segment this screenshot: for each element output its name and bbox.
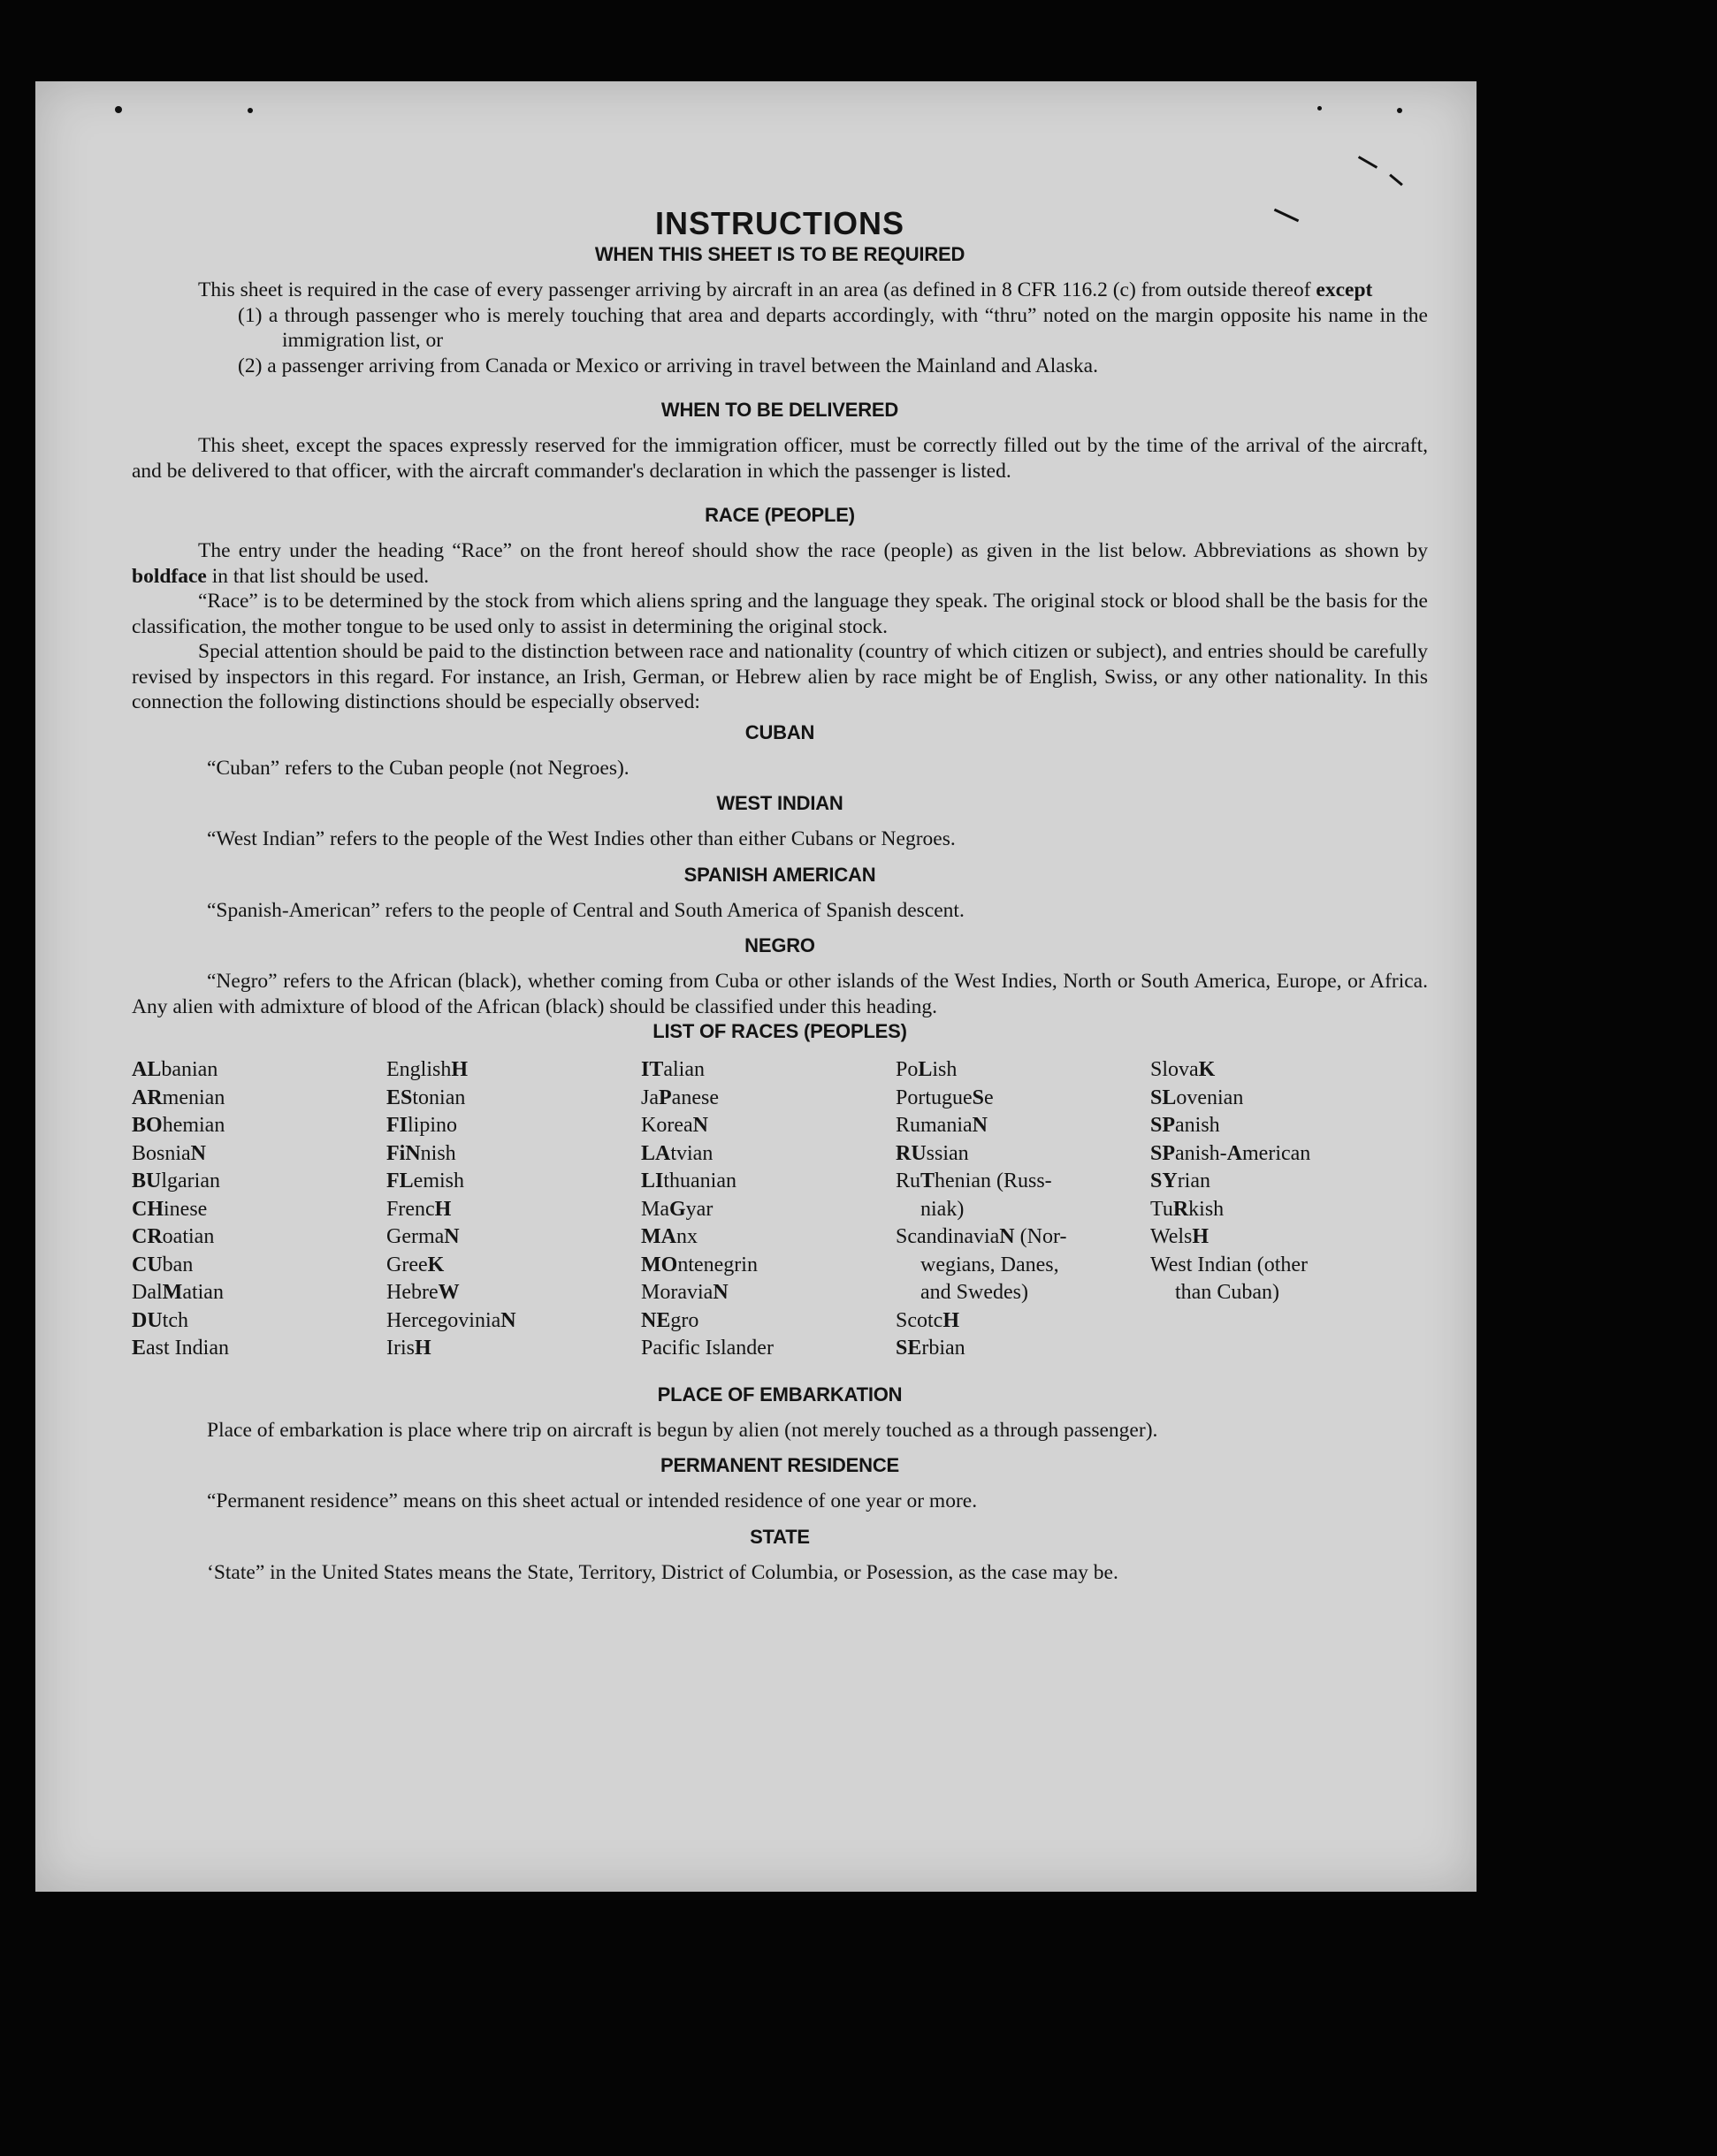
race-entry: SLovenian <box>1150 1086 1244 1109</box>
heading-residence: PERMANENT RESIDENCE <box>660 1454 899 1476</box>
race-entry: EnglishH <box>386 1058 469 1081</box>
race-entry: RuThenian (Russ- <box>896 1169 1052 1192</box>
required-item-2: (2) a passenger arriving from Canada or Mexico or arriving in travel between the Mainland and Alaska. <box>238 354 1098 377</box>
race-entry: FiNnish <box>386 1141 456 1165</box>
race-entry: HercegoviniaN <box>386 1308 516 1332</box>
race-entry: IrisH <box>386 1337 431 1360</box>
west-indian-text: “West Indian” refers to the people of the West Indies other than either Cubans or Negroes. <box>207 827 956 850</box>
race-entry: Pacific Islander <box>641 1337 774 1360</box>
race-entry: RUssian <box>896 1141 969 1165</box>
race-entry: ScandinaviaN (Nor- <box>896 1225 1067 1248</box>
heading-list-of-races: LIST OF RACES (PEOPLES) <box>652 1020 907 1042</box>
heading-cuban: CUBAN <box>744 720 815 743</box>
race-entry: MAnx <box>641 1225 698 1248</box>
race-entry: BOhemian <box>132 1114 225 1137</box>
race-entry-continued: than Cuban) <box>1175 1281 1279 1304</box>
scan-speck <box>1397 108 1402 113</box>
race-entry: PoLish <box>896 1058 958 1081</box>
race-entry: HebreW <box>386 1281 460 1304</box>
race-entry: West Indian (other <box>1150 1253 1309 1276</box>
races-column <box>1150 1056 1405 1363</box>
heading-race: RACE (PEOPLE) <box>705 504 855 526</box>
heading-negro: NEGRO <box>744 934 815 956</box>
race-entry: RumaniaN <box>896 1114 988 1137</box>
race-entry: SYrian <box>1150 1169 1210 1192</box>
delivered-text: This sheet, except the spaces expressly reserved for the immigration officer, must be correctly filled out by the time of the arrival of the aircraft, and be delivered to that officer, with the aircraft commander's declaration in which the passenger is listed. <box>132 434 1428 483</box>
scan-mark <box>1358 156 1377 169</box>
scan-speck <box>1317 106 1322 110</box>
residence-text: “Permanent residence” means on this sheet actual or intended residence of one year or more. <box>207 1489 978 1512</box>
race-entry: DUtch <box>132 1308 188 1332</box>
race-entry: FrencH <box>386 1197 452 1221</box>
required-intro: This sheet is required in the case of every passenger arriving by aircraft in an area (as defined in 8 CFR 116.2 (c) from outside thereof except <box>198 278 1373 301</box>
scan-mark <box>1389 174 1403 187</box>
race-entry: LIthuanian <box>641 1169 736 1192</box>
race-entry: GermaN <box>386 1225 460 1248</box>
race-entry: WelsH <box>1150 1225 1210 1248</box>
heading-spanish-american: SPANISH AMERICAN <box>683 863 876 886</box>
required-item-1: (1) a through passenger who is merely touching that area and departs accordingly, with “thru” noted on the margin opposite his name in the immigration list, or <box>238 303 1428 352</box>
race-entry: PortugueSe <box>896 1086 994 1109</box>
race-entry: FLemish <box>386 1169 464 1192</box>
race-entry-continued: and Swedes) <box>920 1281 1028 1304</box>
race-entry: ScotcH <box>896 1308 959 1332</box>
cuban-text: “Cuban” refers to the Cuban people (not Negroes). <box>207 756 630 780</box>
races-list <box>132 1056 1428 1363</box>
race-entry: NEgro <box>641 1308 699 1332</box>
race-entry: MaGyar <box>641 1197 714 1221</box>
races-column <box>896 1056 1150 1363</box>
negro-text: “Negro” refers to the African (black), whether coming from Cuba or other islands of the West Indies, North or South America, Europe, or Africa. Any alien with admixture of blood of the African (black) should be classified under this heading. <box>132 970 1428 1018</box>
race-entry: SPanish-American <box>1150 1141 1311 1165</box>
race-entry: MoraviaN <box>641 1281 729 1304</box>
heading-west-indian: WEST INDIAN <box>716 792 843 814</box>
document-sheet <box>35 81 1477 1892</box>
heading-state: STATE <box>750 1525 810 1548</box>
race-entry: SPanish <box>1150 1114 1220 1137</box>
race-entry: CUban <box>132 1253 194 1276</box>
heading-required: WHEN THIS SHEET IS TO BE REQUIRED <box>594 243 965 265</box>
race-paragraph-3: Special attention should be paid to the distinction between race and nationality (country of which citizen or subject), and entries should be carefully revised by inspectors in this regard. For instance, an Irish, German, or Hebrew alien by race might be of English, Swiss, or any other nationality. In this connection the following distinctions should be especially observed: <box>132 640 1428 713</box>
race-entry: CRoatian <box>132 1225 215 1248</box>
race-entry: SlovaK <box>1150 1058 1216 1081</box>
races-column <box>641 1056 896 1363</box>
race-entry: SErbian <box>896 1337 965 1360</box>
race-paragraph-2: “Race” is to be determined by the stock from which aliens spring and the language they speak. The original stock or blood shall be the basis for the classification, the mother tongue to be used only to assist in determining the original stock. <box>132 590 1428 638</box>
heading-embarkation: PLACE OF EMBARKATION <box>657 1383 903 1406</box>
race-entry: East Indian <box>132 1337 229 1360</box>
embarkation-text: Place of embarkation is place where trip on aircraft is begun by alien (not merely touched as a through passenger). <box>207 1418 1158 1442</box>
instructions-content <box>132 205 1428 1585</box>
races-column <box>132 1056 386 1363</box>
race-entry-continued: wegians, Danes, <box>920 1253 1059 1276</box>
race-entry: ALbanian <box>132 1058 218 1081</box>
race-paragraph-1: The entry under the heading “Race” on the front hereof should show the race (people) as given in the list below. Abbreviations as shown by boldface in that list should be used. <box>132 539 1428 588</box>
race-entry: FIlipino <box>386 1114 458 1137</box>
race-entry: ITalian <box>641 1058 705 1081</box>
race-entry: ARmenian <box>132 1086 225 1109</box>
race-entry: CHinese <box>132 1197 208 1221</box>
spanish-american-text: “Spanish-American” refers to the people of Central and South America of Spanish descent. <box>207 898 965 922</box>
race-entry: KoreaN <box>641 1114 708 1137</box>
races-column <box>386 1056 641 1363</box>
page-title: INSTRUCTIONS <box>655 205 904 241</box>
race-entry: EStonian <box>386 1086 466 1109</box>
race-entry: BUlgarian <box>132 1169 220 1192</box>
race-entry: TuRkish <box>1150 1197 1225 1221</box>
race-entry: LAtvian <box>641 1141 714 1165</box>
scan-speck <box>115 106 122 113</box>
race-entry: BosniaN <box>132 1141 207 1165</box>
race-entry: JaPanese <box>641 1086 719 1109</box>
state-text: ‘State” in the United States means the State, Territory, District of Columbia, or Posession, as the case may be. <box>207 1560 1118 1584</box>
race-entry-continued: niak) <box>920 1197 965 1221</box>
race-entry: GreeK <box>386 1253 445 1276</box>
race-entry: DalMatian <box>132 1281 224 1304</box>
heading-delivered: WHEN TO BE DELIVERED <box>660 399 899 421</box>
scan-speck <box>248 108 253 113</box>
race-entry: MOntenegrin <box>641 1253 758 1276</box>
